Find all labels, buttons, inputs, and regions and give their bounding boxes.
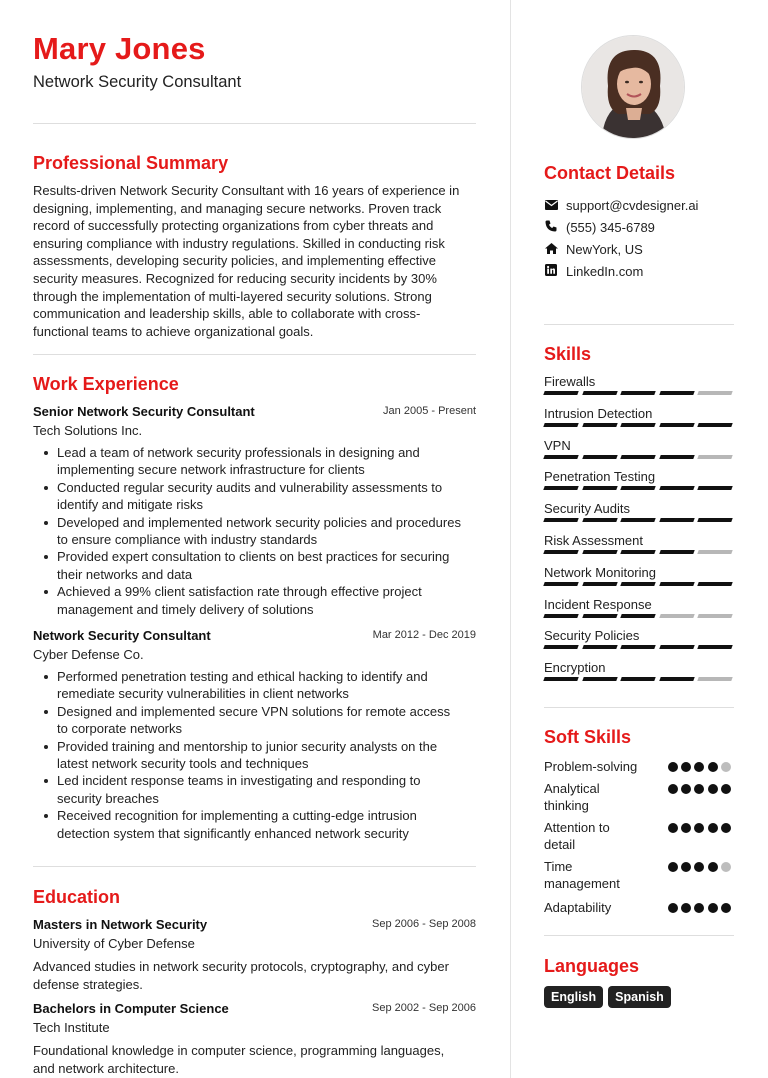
rating-dot bbox=[721, 762, 731, 772]
skill-level-segment bbox=[697, 645, 732, 649]
rating-dot bbox=[681, 784, 691, 794]
bullet-line: Lead a team of network security professionals in designing and bbox=[57, 445, 420, 460]
soft-skill-name bbox=[544, 899, 654, 916]
skill-level-segment bbox=[697, 677, 732, 681]
skill-name: Incident Response bbox=[544, 596, 652, 612]
soft-skill-name bbox=[544, 758, 654, 775]
skill-level-segment bbox=[543, 391, 578, 395]
divider bbox=[544, 707, 734, 708]
job-bullet bbox=[57, 738, 476, 773]
job-company: Cyber Defense Co. bbox=[33, 647, 144, 662]
skill-level-segment bbox=[620, 391, 655, 395]
bullet-line: Performed penetration testing and ethical hacking to identify and bbox=[57, 669, 428, 684]
summary-line: ensuring compliance with industry regulations. Skilled in conducting risk bbox=[33, 235, 445, 251]
skill-level-segment bbox=[543, 614, 578, 618]
rating-dot bbox=[708, 823, 718, 833]
rating-dot bbox=[681, 862, 691, 872]
bullet-line: remediate security vulnerabilities in client networks bbox=[57, 686, 349, 702]
skill-level-bar bbox=[544, 614, 734, 618]
degree-date: Sep 2002 - Sep 2006 bbox=[372, 1002, 476, 1014]
job-bullet bbox=[57, 479, 476, 514]
bullet-line: their networks and data bbox=[57, 566, 193, 582]
skill-level-segment bbox=[620, 550, 655, 554]
contact-item bbox=[544, 197, 698, 213]
school-name: Tech Institute bbox=[33, 1020, 110, 1035]
skill-level-segment bbox=[697, 582, 732, 586]
school-name: University of Cyber Defense bbox=[33, 936, 195, 951]
soft-skill-item bbox=[544, 858, 734, 893]
rating-dot bbox=[708, 862, 718, 872]
job-date: Jan 2005 - Present bbox=[383, 405, 476, 417]
skill-level-segment bbox=[697, 423, 732, 427]
job-bullet bbox=[57, 668, 476, 703]
summary-line: record of successfully protecting organizations from cyber threats and bbox=[33, 218, 434, 234]
rating-dot bbox=[694, 903, 704, 913]
job-title: Senior Network Security Consultant bbox=[33, 404, 255, 419]
skill-name: VPN bbox=[544, 437, 571, 453]
summary-line: through the implementation of multi-layered security solutions. Strong bbox=[33, 288, 432, 304]
description-line: Foundational knowledge in computer science, programming languages, bbox=[33, 1043, 445, 1058]
bullet-line: management and timely delivery of solutions bbox=[57, 601, 314, 617]
experience-heading: Work Experience bbox=[33, 374, 179, 394]
skill-name: Network Monitoring bbox=[544, 564, 656, 580]
skill-level-segment bbox=[659, 455, 694, 459]
job-company: Tech Solutions Inc. bbox=[33, 423, 143, 438]
summary-line: security measures. Recognized for reducing security incidents by 30% bbox=[33, 270, 437, 286]
skill-level-segment bbox=[543, 677, 578, 681]
skill-level-segment bbox=[620, 455, 655, 459]
summary-line: designing, implementing, and managing secure networks. Proven track bbox=[33, 200, 442, 216]
envelope-icon bbox=[544, 198, 558, 213]
rating-dot bbox=[694, 784, 704, 794]
linkedin-icon bbox=[544, 264, 558, 279]
skill-level-segment bbox=[543, 423, 578, 427]
bullet-line: Conducted regular security audits and vulnerability assessments to bbox=[57, 479, 443, 495]
skill-level-segment bbox=[543, 550, 578, 554]
skill-name: Firewalls bbox=[544, 374, 596, 389]
rating-dot bbox=[668, 784, 678, 794]
bullet-line: Provided training and mentorship to junior security analysts on the bbox=[57, 738, 438, 754]
skill-item bbox=[544, 406, 734, 421]
bullet-line: Developed and implemented network security policies and procedures bbox=[57, 514, 461, 530]
language-tag: Spanish bbox=[608, 986, 671, 1008]
soft-skill-line: Time bbox=[544, 859, 573, 874]
rating-dot bbox=[668, 862, 678, 872]
summary-text bbox=[33, 182, 476, 340]
summary-heading: Professional Summary bbox=[33, 153, 229, 173]
skill-level-bar bbox=[544, 550, 734, 554]
skill-item bbox=[544, 469, 734, 484]
contact-text: support@cvdesigner.ai bbox=[566, 198, 699, 214]
language-tag: English bbox=[544, 986, 603, 1008]
bullet-line: identify and mitigate risks bbox=[57, 497, 203, 513]
skill-level-segment bbox=[543, 455, 578, 459]
skill-level-segment bbox=[582, 518, 617, 522]
skill-name: Encryption bbox=[544, 660, 606, 676]
bullet-line: Achieved a 99% client satisfaction rate through effective project bbox=[57, 584, 422, 600]
education-heading: Education bbox=[33, 887, 121, 907]
skill-level-bar bbox=[544, 455, 734, 459]
skills-heading: Skills bbox=[544, 344, 592, 364]
soft-skill-name bbox=[544, 819, 654, 854]
skill-level-segment bbox=[582, 391, 617, 395]
soft-skill-name bbox=[544, 780, 654, 815]
contact-text: NewYork, US bbox=[566, 242, 643, 258]
rating-dot bbox=[694, 823, 704, 833]
skill-level-segment bbox=[582, 455, 617, 459]
skill-level-segment bbox=[659, 423, 694, 427]
description-line: and network architecture. bbox=[33, 1060, 179, 1076]
skill-level-segment bbox=[620, 614, 655, 618]
skill-item bbox=[544, 374, 734, 389]
soft-skill-item bbox=[544, 819, 734, 854]
skill-level-segment bbox=[620, 423, 655, 427]
degree-description bbox=[33, 1042, 476, 1077]
soft-skill-line: Adaptability bbox=[544, 900, 612, 915]
soft-skill-line: Attention to bbox=[544, 820, 610, 835]
skill-level-segment bbox=[659, 582, 694, 586]
bullet-line: security breaches bbox=[57, 790, 159, 806]
rating-dot bbox=[721, 784, 731, 794]
summary-line: communication and leadership skills, able to collaborate with cross- bbox=[33, 306, 421, 322]
skill-level-segment bbox=[697, 486, 732, 490]
bullet-line: detection system that significantly enhanced network security bbox=[57, 825, 409, 841]
skill-level-segment bbox=[620, 645, 655, 649]
skill-name: Intrusion Detection bbox=[544, 405, 653, 421]
bullet-line: Led incident response teams in investigating and responding to bbox=[57, 773, 421, 789]
rating-dot bbox=[681, 762, 691, 772]
skill-level-segment bbox=[582, 677, 617, 681]
contact-text: LinkedIn.com bbox=[566, 264, 644, 280]
job-bullet bbox=[57, 514, 476, 549]
candidate-title: Network Security Consultant bbox=[33, 73, 242, 91]
rating-dot bbox=[708, 762, 718, 772]
rating-dot bbox=[668, 823, 678, 833]
skill-level-segment bbox=[620, 582, 655, 586]
bullet-line: implementing secure network infrastructure for clients bbox=[57, 462, 365, 478]
skill-level-segment bbox=[659, 518, 694, 522]
skill-level-segment bbox=[620, 677, 655, 681]
home-icon bbox=[544, 242, 558, 257]
skill-level-segment bbox=[582, 582, 617, 586]
divider bbox=[544, 935, 734, 936]
phone-icon bbox=[544, 220, 558, 235]
skill-level-segment bbox=[659, 677, 694, 681]
rating-dot bbox=[681, 903, 691, 913]
bullet-line: Designed and implemented secure VPN solutions for remote access bbox=[57, 703, 451, 719]
divider bbox=[33, 866, 476, 867]
bullet-line: Provided expert consultation to clients on best practices for securing bbox=[57, 549, 450, 565]
rating-dot bbox=[708, 784, 718, 794]
skill-level-segment bbox=[659, 614, 694, 618]
skill-level-bar bbox=[544, 582, 734, 586]
skill-name: Risk Assessment bbox=[544, 533, 643, 548]
contact-item bbox=[544, 241, 643, 257]
skill-item bbox=[544, 660, 734, 675]
rating-dot bbox=[721, 903, 731, 913]
contact-text: (555) 345-6789 bbox=[566, 220, 655, 236]
skill-level-bar bbox=[544, 423, 734, 427]
degree-description bbox=[33, 958, 476, 993]
skill-item bbox=[544, 501, 734, 516]
description-line: defense strategies. bbox=[33, 976, 143, 992]
skill-level-segment bbox=[620, 486, 655, 490]
degree-date: Sep 2006 - Sep 2008 bbox=[372, 918, 476, 930]
skill-level-segment bbox=[582, 550, 617, 554]
soft-skill-item bbox=[544, 758, 734, 775]
job-bullet bbox=[57, 703, 476, 738]
soft-skill-line: thinking bbox=[544, 798, 589, 814]
bullet-line: to corporate networks bbox=[57, 721, 183, 737]
job-bullet bbox=[57, 807, 476, 842]
skill-item bbox=[544, 597, 734, 612]
skill-level-segment bbox=[582, 486, 617, 490]
skill-level-segment bbox=[697, 391, 732, 395]
skill-level-segment bbox=[697, 550, 732, 554]
languages-heading: Languages bbox=[544, 956, 640, 976]
soft-skill-line: Problem-solving bbox=[544, 759, 638, 774]
divider bbox=[33, 354, 476, 355]
skill-item bbox=[544, 533, 734, 548]
skill-level-segment bbox=[582, 423, 617, 427]
skill-level-segment bbox=[659, 550, 694, 554]
skill-item bbox=[544, 438, 734, 453]
soft-skill-item bbox=[544, 899, 734, 916]
job-bullet bbox=[57, 548, 476, 583]
bullet-line: to ensure compliance with industry standards bbox=[57, 532, 318, 548]
bullet-line: Received recognition for implementing a cutting-edge intrusion bbox=[57, 808, 417, 824]
skill-name: Security Policies bbox=[544, 628, 640, 644]
soft-skill-line: management bbox=[544, 876, 620, 892]
rating-dot bbox=[668, 903, 678, 913]
skill-level-segment bbox=[659, 645, 694, 649]
soft-skill-line: detail bbox=[544, 837, 576, 853]
summary-line: functional teams to achieve organizational goals. bbox=[33, 323, 314, 339]
job-bullets bbox=[33, 444, 476, 618]
candidate-name: Mary Jones bbox=[33, 31, 206, 66]
skill-item bbox=[544, 565, 734, 580]
rating-dot bbox=[694, 862, 704, 872]
job-title: Network Security Consultant bbox=[33, 628, 211, 643]
soft-skill-line: Analytical bbox=[544, 781, 600, 796]
skill-level-segment bbox=[620, 518, 655, 522]
contact-heading: Contact Details bbox=[544, 163, 676, 183]
skill-level-segment bbox=[543, 582, 578, 586]
job-date: Mar 2012 - Dec 2019 bbox=[372, 629, 476, 641]
soft-skill-item bbox=[544, 780, 734, 815]
skill-name: Security Audits bbox=[544, 501, 630, 517]
job-bullet bbox=[57, 772, 476, 807]
rating-dot bbox=[694, 762, 704, 772]
skill-level-segment bbox=[543, 486, 578, 490]
skill-level-segment bbox=[543, 518, 578, 522]
job-bullets bbox=[33, 668, 476, 842]
summary-line: assessments, developing security policies, and implementing effective bbox=[33, 253, 436, 269]
degree-title: Masters in Network Security bbox=[33, 917, 208, 932]
job-bullet bbox=[57, 583, 476, 618]
contact-item bbox=[544, 263, 643, 279]
skill-level-segment bbox=[582, 645, 617, 649]
divider bbox=[33, 123, 476, 124]
skill-item bbox=[544, 628, 734, 643]
skill-level-segment bbox=[659, 391, 694, 395]
skill-level-segment bbox=[582, 614, 617, 618]
description-line: Advanced studies in network security protocols, cryptography, and cyber bbox=[33, 959, 449, 974]
summary-line: Results-driven Network Security Consultant with 16 years of experience in bbox=[33, 183, 460, 198]
rating-dot bbox=[681, 823, 691, 833]
rating-dot bbox=[721, 823, 731, 833]
rating-dot bbox=[708, 903, 718, 913]
soft-skill-name bbox=[544, 858, 654, 893]
contact-item bbox=[544, 219, 655, 235]
skill-level-bar bbox=[544, 645, 734, 649]
profile-photo bbox=[581, 35, 685, 139]
degree-title: Bachelors in Computer Science bbox=[33, 1001, 229, 1016]
column-divider bbox=[510, 0, 511, 1078]
skill-level-segment bbox=[659, 486, 694, 490]
skill-name: Penetration Testing bbox=[544, 469, 656, 485]
skill-level-segment bbox=[543, 645, 578, 649]
rating-dot bbox=[721, 862, 731, 872]
soft-skills-heading: Soft Skills bbox=[544, 727, 632, 747]
bullet-line: latest network security tools and techniques bbox=[57, 756, 309, 772]
divider bbox=[544, 324, 734, 325]
skill-level-bar bbox=[544, 391, 734, 395]
skill-level-segment bbox=[697, 518, 732, 522]
skill-level-bar bbox=[544, 486, 734, 490]
skill-level-segment bbox=[697, 614, 732, 618]
skill-level-segment bbox=[697, 455, 732, 459]
rating-dot bbox=[668, 762, 678, 772]
job-bullet bbox=[57, 444, 476, 479]
skill-level-bar bbox=[544, 677, 734, 681]
skill-level-bar bbox=[544, 518, 734, 522]
